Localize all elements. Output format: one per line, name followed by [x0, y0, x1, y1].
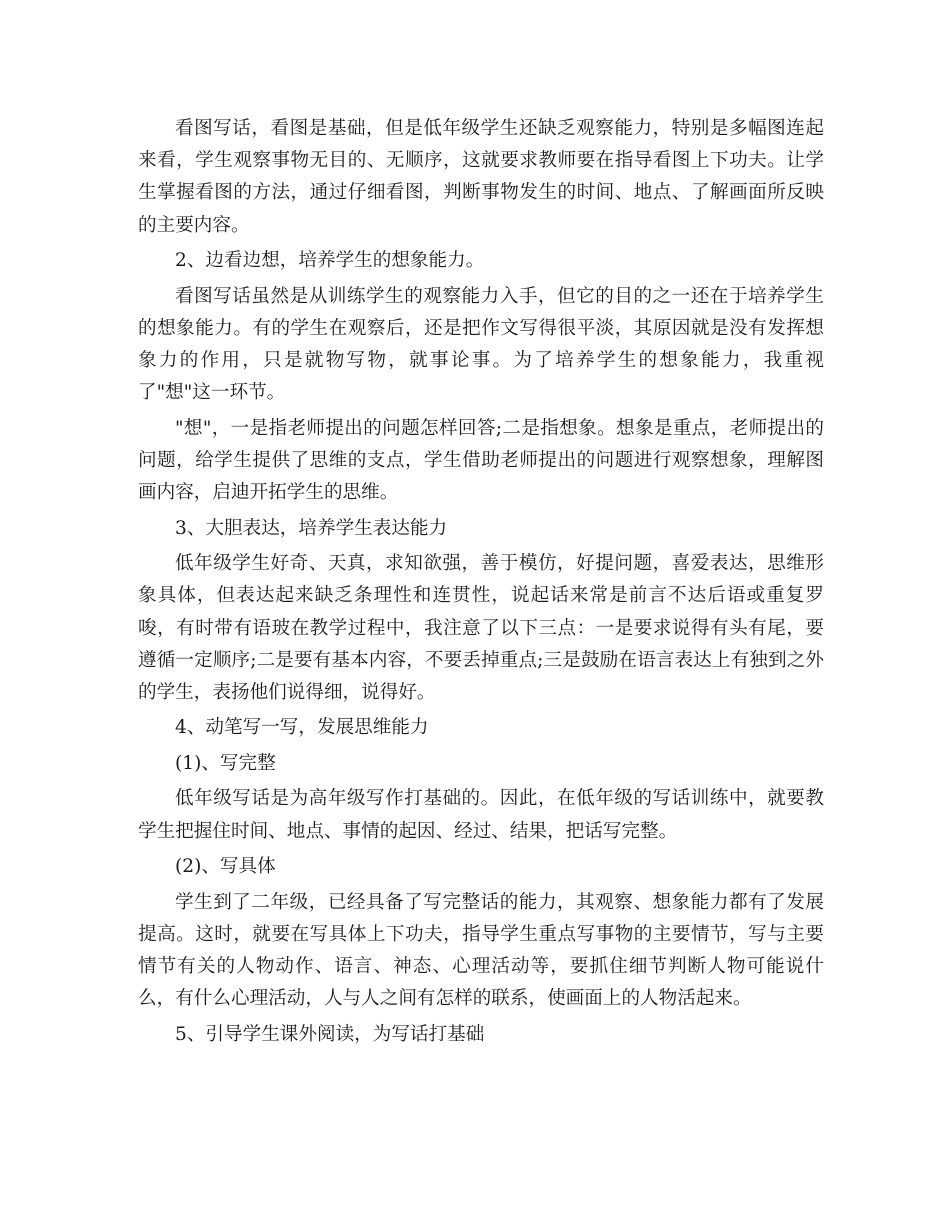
paragraph-observation: 看图写话，看图是基础，但是低年级学生还缺乏观察能力，特别是多幅图连起来看，学生观察事物无目的、无顺序，这就要求教师要在指导看图上下功夫。让学生掌握看图的方法，通过仔细看图，判断事物发生的时间、地点、了解画面所反映的主要内容。: [138, 118, 824, 236]
heading-expression: 3、大胆表达，培养学生表达能力: [175, 517, 448, 539]
document-body: [138, 113, 824, 1054]
subheading-specific: (2)、写具体: [175, 856, 276, 878]
subheading-complete: (1)、写完整: [175, 752, 276, 774]
paragraph-expression: 低年级学生好奇、天真，求知欲强，善于模仿，好提问题，喜爱表达，思维形象具体，但表达起来缺乏条理性和连贯性，说起话来常是前言不达后语或重复罗唆，有时带有语玻在教学过程中，我注意了以下三点：一是要求说得有头有尾，要遵循一定顺序;二是要有基本内容，不要丢掉重点;三是鼓励在语言表达上有独到之外的学生，表扬他们说得细，说得好。: [138, 553, 824, 703]
paragraph-complete: 低年级写话是为高年级写作打基础的。因此，在低年级的写话训练中，就要教学生把握住时间、地点、事情的起因、经过、结果，把话写完整。: [138, 788, 824, 842]
paragraph-imagination: 看图写话虽然是从训练学生的观察能力入手，但它的目的之一还在于培养学生的想象能力。有的学生在观察后，还是把作文写得很平淡，其原因就是没有发挥想象力的作用，只是就物写物，就事论事。为了培养学生的想象能力，我重视了"想"这一环节。: [138, 285, 824, 404]
paragraph-specific: 学生到了二年级，已经具备了写完整话的能力，其观察、想象能力都有了发展提高。这时，就要在写具体上下功夫，指导学生重点写事物的主要情节，写与主要情节有关的人物动作、语言、神态、心理活动等，要抓住细节判断人物可能说什么，有什么心理活动，人与人之间有怎样的联系，使画面上的人物活起来。: [138, 891, 824, 1010]
heading-reading: 5、引导学生课外阅读，为写话打基础: [175, 1023, 485, 1045]
heading-imagination: 2、边看边想，培养学生的想象能力。: [175, 250, 485, 272]
paragraph-thinking: "想"，一是指老师提出的问题怎样回答;二是指想象。想象是重点，老师提出的问题，给学生提供了思维的支点，学生借助老师提出的问题进行观察想象，理解图画内容，启迪开拓学生的思维。: [138, 417, 824, 504]
heading-writing: 4、动笔写一写，发展思维能力: [175, 717, 429, 739]
